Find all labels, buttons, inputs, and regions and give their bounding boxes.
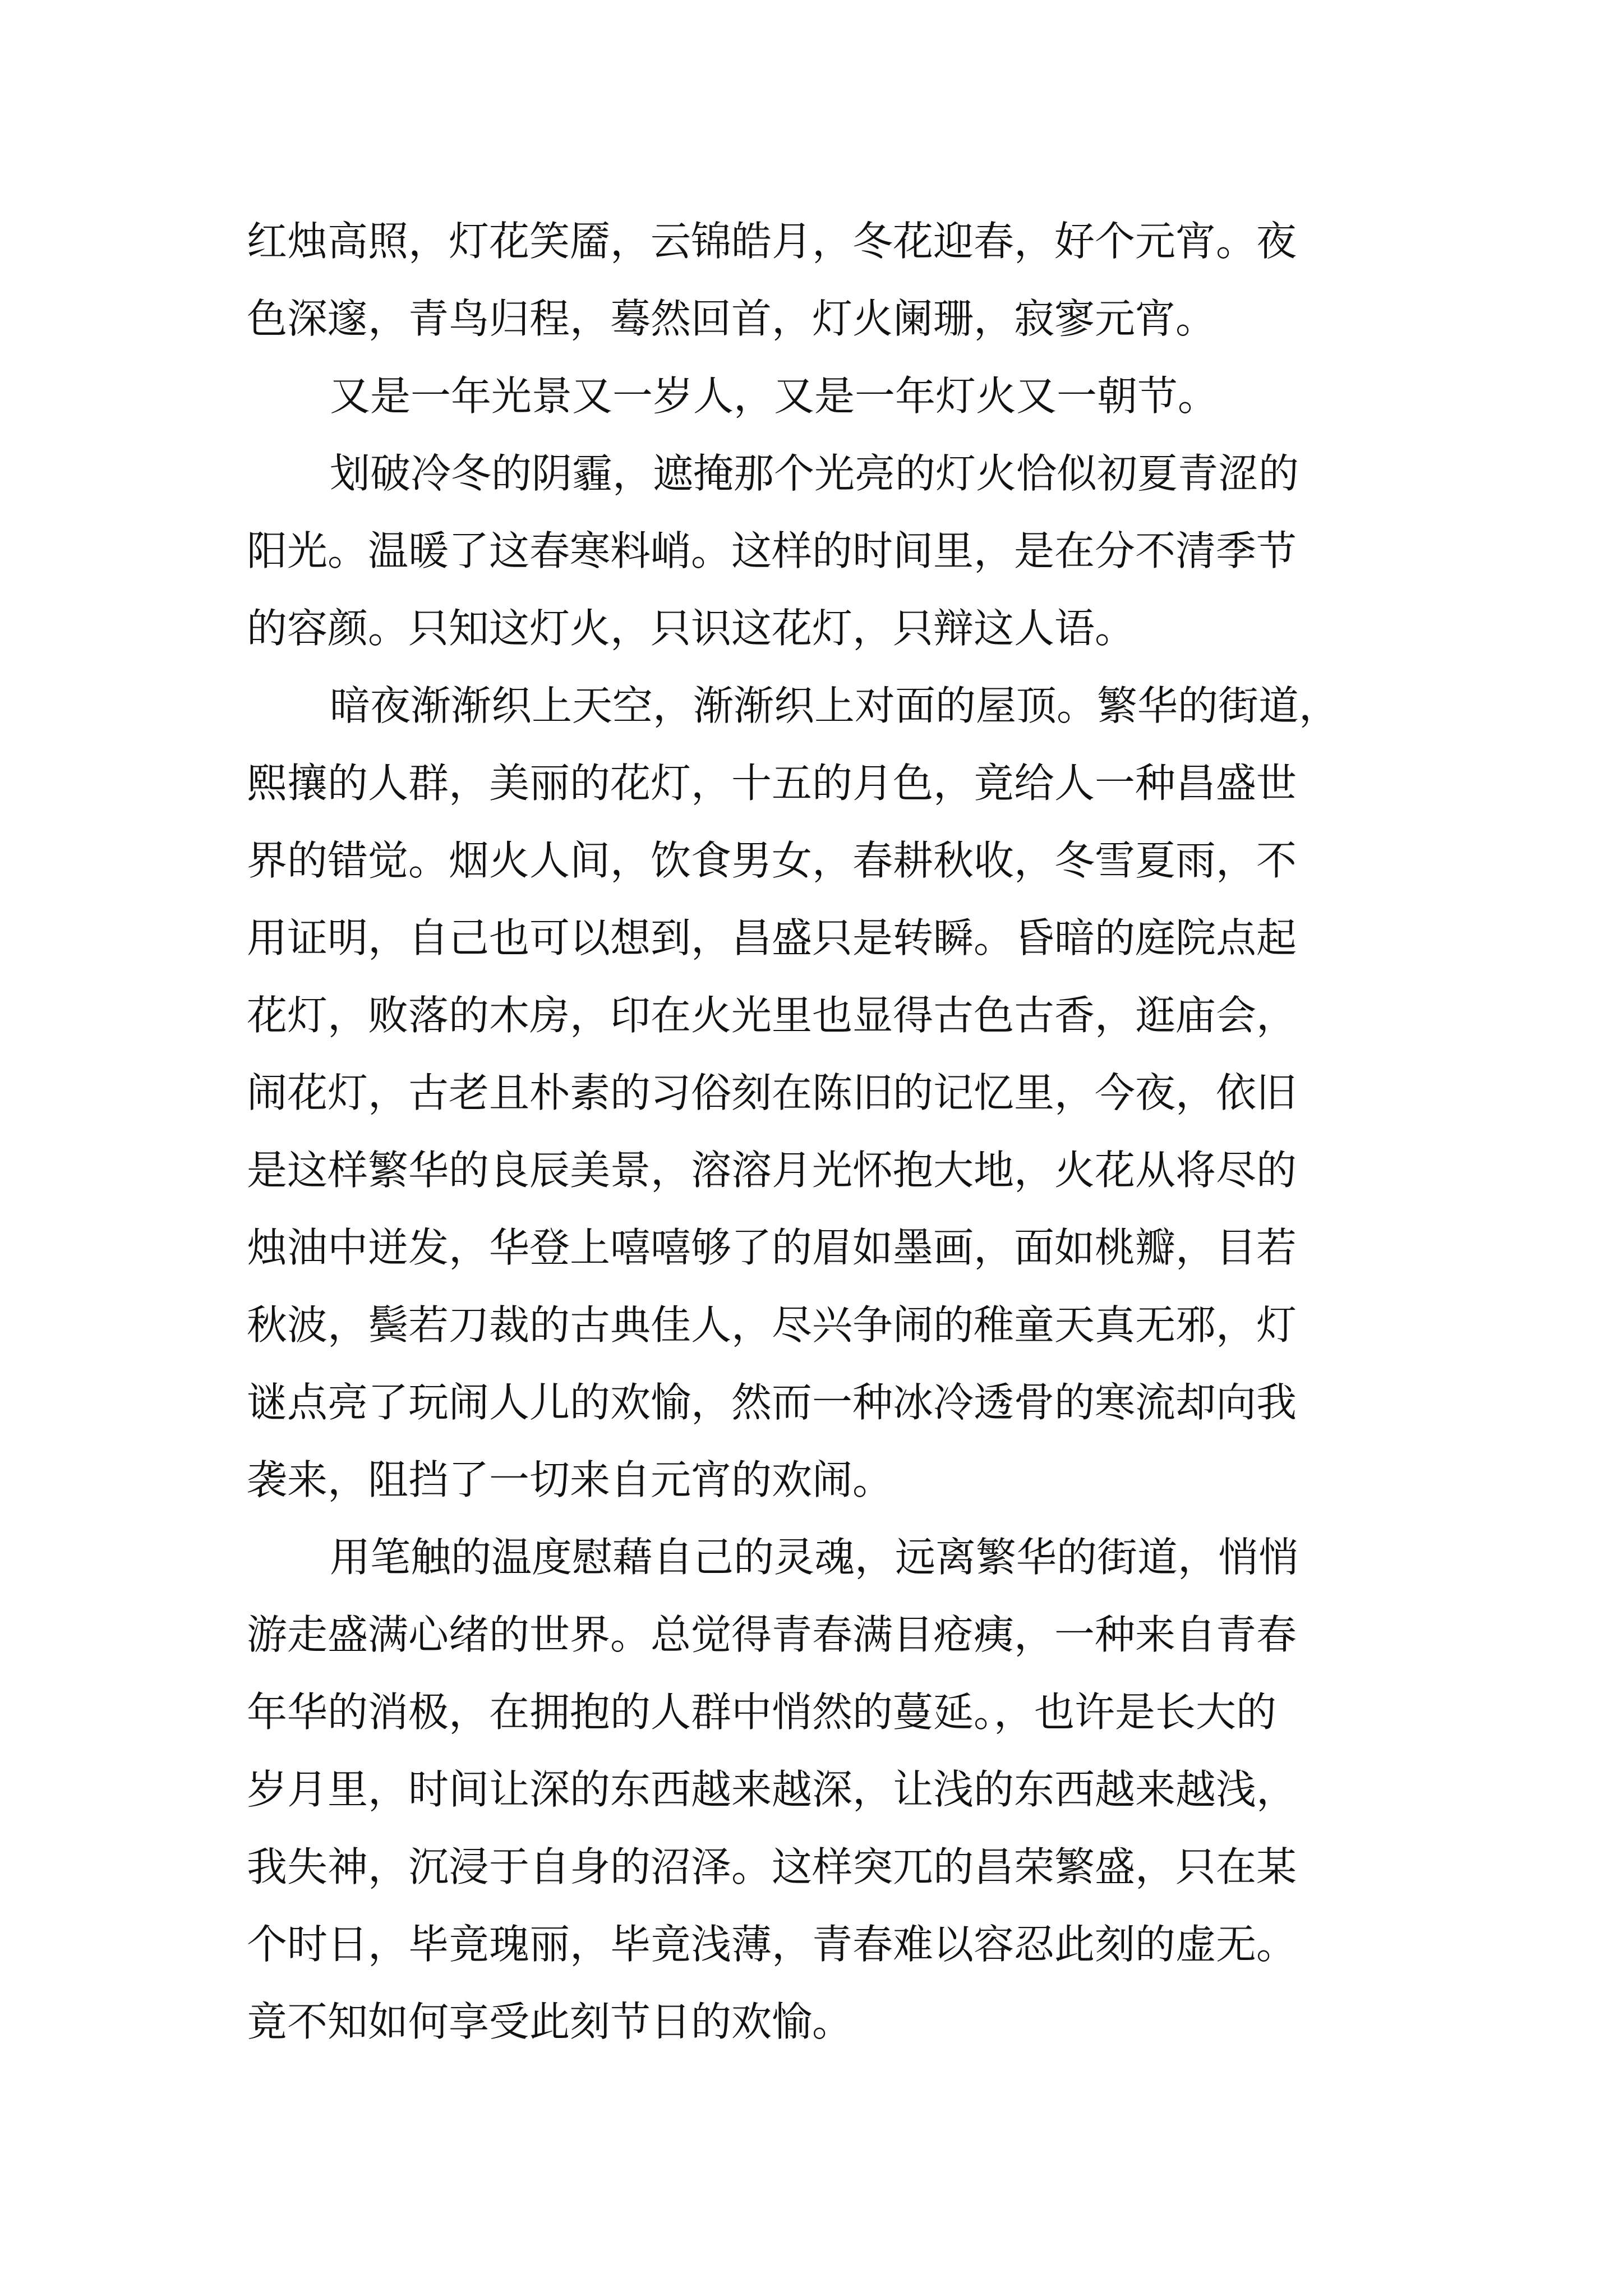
- text-line: 划破冷冬的阴霾，遮掩那个光亮的灯火恰似初夏青涩的: [330, 450, 1299, 497]
- text-line: 是这样繁华的良辰美景，溶溶月光怀抱大地，火花从将尽的: [247, 1147, 1297, 1194]
- text-line: 游走盛满心绪的世界。总觉得青春满目疮痍，一种来自青春: [247, 1611, 1297, 1658]
- text-line: 色深邃，青鸟归程，蓦然回首，灯火阑珊，寂寥元宵。: [247, 295, 1216, 342]
- text-line: 烛油中迸发，华登上嘻嘻够了的眉如墨画，面如桃瓣，目若: [247, 1224, 1297, 1271]
- text-line: 用笔触的温度慰藉自己的灵魂，远离繁华的街道，悄悄: [330, 1534, 1299, 1581]
- text-line: 的容颜。只知这灯火，只识这花灯，只辩这人语。: [247, 605, 1136, 652]
- text-line: 年华的消极，在拥抱的人群中悄然的蔓延。，也许是长大的: [247, 1688, 1277, 1736]
- text-line: 红烛高照，灯花笑靥，云锦皓月，冬花迎春，好个元宵。夜: [247, 218, 1297, 265]
- text-line: 秋波，鬓若刀裁的古典佳人，尽兴争闹的稚童天真无邪，灯: [247, 1301, 1297, 1349]
- text-line: 谜点亮了玩闹人儿的欢愉，然而一种冰冷透骨的寒流却向我: [247, 1379, 1297, 1426]
- text-line: 我失神，沉浸于自身的沼泽。这样突兀的昌荣繁盛，只在某: [247, 1843, 1297, 1890]
- text-line: 个时日，毕竟瑰丽，毕竟浅薄，青春难以容忍此刻的虚无。: [247, 1921, 1297, 1968]
- text-line: 袭来，阻挡了一切来自元宵的欢闹。: [247, 1456, 893, 1503]
- text-line: 熙攘的人群，美丽的花灯，十五的月色，竟给人一种昌盛世: [247, 760, 1297, 807]
- text-line: 岁月里，时间让深的东西越来越深，让浅的东西越来越浅，: [247, 1766, 1297, 1813]
- text-line: 竟不知如何享受此刻节日的欢愉。: [247, 1998, 853, 2045]
- text-line: 用证明，自己也可以想到，昌盛只是转瞬。昏暗的庭院点起: [247, 914, 1297, 961]
- text-line: 界的错觉。烟火人间，饮食男女，春耕秋收，冬雪夏雨，不: [247, 837, 1297, 884]
- text-line: 阳光。温暖了这春寒料峭。这样的时间里，是在分不清季节: [247, 527, 1297, 574]
- text-line: 暗夜渐渐织上天空，渐渐织上对面的屋顶。繁华的街道，: [330, 682, 1340, 729]
- text-line: 花灯，败落的木房，印在火光里也显得古色古香，逛庙会，: [247, 992, 1297, 1039]
- text-line: 又是一年光景又一岁人，又是一年灯火又一朝节。: [330, 372, 1219, 420]
- text-line: 闹花灯，古老且朴素的习俗刻在陈旧的记忆里，今夜，依旧: [247, 1069, 1297, 1116]
